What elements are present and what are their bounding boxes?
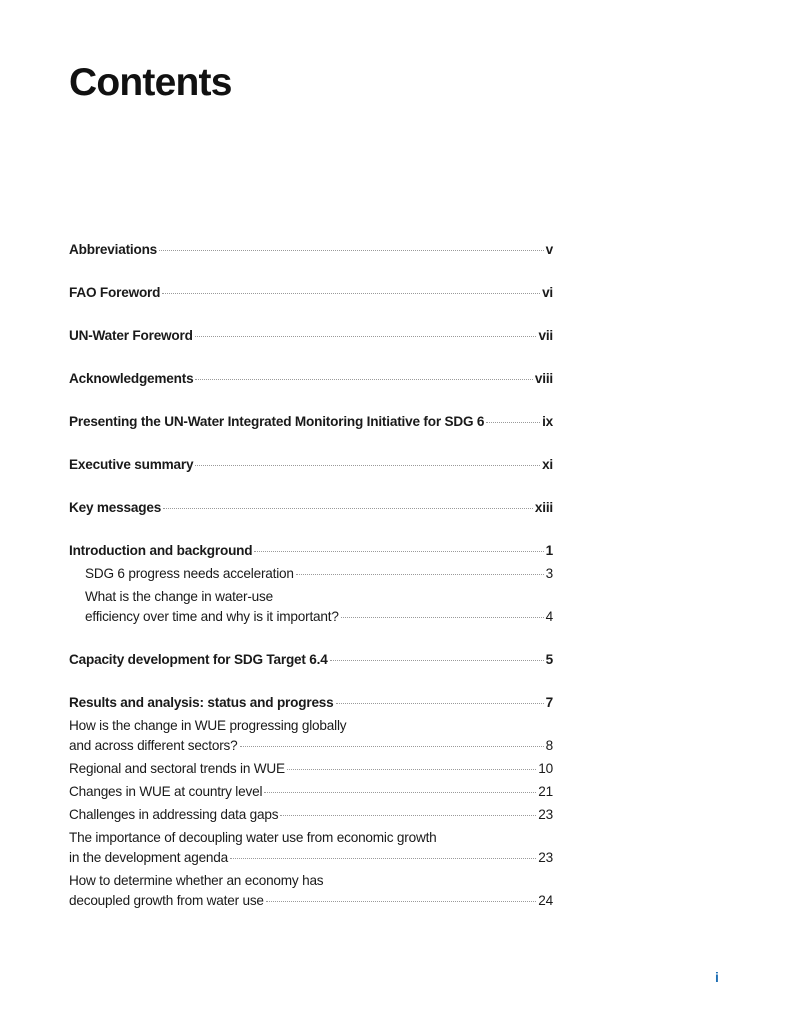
toc-label: Challenges in addressing data gaps xyxy=(69,807,279,822)
dot-leader xyxy=(280,814,536,816)
dot-leader xyxy=(195,335,537,337)
dot-leader xyxy=(162,292,540,294)
toc-label-line-2: decoupled growth from water use xyxy=(69,893,264,908)
toc-label-line-2: and across different sectors? xyxy=(69,738,238,753)
toc-page-number: xi xyxy=(542,457,553,472)
toc-entry-key-messages[interactable] xyxy=(69,498,553,518)
toc-label: Changes in WUE at country level xyxy=(69,784,263,799)
toc-entry-sdg6-progress[interactable] xyxy=(69,564,553,584)
toc-label: Introduction and background xyxy=(69,543,253,558)
footer-page-number: i xyxy=(715,969,719,985)
toc-label: Abbreviations xyxy=(69,242,158,257)
toc-label-line-2: efficiency over time and why is it important? xyxy=(85,609,339,624)
toc-page-number: 8 xyxy=(545,738,553,753)
toc-page-number: v xyxy=(545,242,553,257)
toc-entry-abbreviations[interactable] xyxy=(69,240,553,260)
toc-page-number: 23 xyxy=(538,807,553,822)
toc-page-number: 21 xyxy=(538,784,553,799)
toc-label: Capacity development for SDG Target 6.4 xyxy=(69,652,328,667)
toc-page-number: 23 xyxy=(538,850,553,865)
dot-leader xyxy=(230,857,536,859)
page-title: Contents xyxy=(69,61,232,104)
dot-leader xyxy=(296,573,544,575)
toc-entry-results-analysis[interactable] xyxy=(69,693,553,713)
dot-leader xyxy=(159,249,544,251)
toc-entry-country-level[interactable] xyxy=(69,782,553,802)
toc-label: Executive summary xyxy=(69,457,194,472)
dot-leader xyxy=(254,550,543,552)
toc-entry-capacity-development[interactable] xyxy=(69,650,553,670)
toc-entry-data-gaps[interactable] xyxy=(69,805,553,825)
toc-entry-executive-summary[interactable] xyxy=(69,455,553,475)
dot-leader xyxy=(486,421,540,423)
toc-page-number: 4 xyxy=(545,609,553,624)
toc-label-line-1: How to determine whether an economy has xyxy=(69,873,324,888)
toc-page-number: vi xyxy=(542,285,553,300)
toc-page-number: 3 xyxy=(545,566,553,581)
toc-entry-wue-global[interactable] xyxy=(69,716,553,756)
toc-page-number: ix xyxy=(542,414,553,429)
toc-label-line-2: in the development agenda xyxy=(69,850,229,865)
toc-label-line-1: What is the change in water-use xyxy=(85,589,273,604)
dot-leader xyxy=(266,900,536,902)
dot-leader xyxy=(240,745,544,747)
toc-entry-wue-change[interactable] xyxy=(69,587,553,627)
toc-entry-un-water-foreword[interactable] xyxy=(69,326,553,346)
toc-entry-regional-trends[interactable] xyxy=(69,759,553,779)
toc-label: SDG 6 progress needs acceleration xyxy=(85,566,294,581)
toc-label: Results and analysis: status and progress xyxy=(69,695,334,710)
toc-page-number: xiii xyxy=(534,500,553,515)
toc-page-number: 7 xyxy=(545,695,553,710)
toc-page-number: 1 xyxy=(545,543,553,558)
dot-leader xyxy=(330,659,544,661)
toc-label: UN-Water Foreword xyxy=(69,328,193,343)
toc-entry-presenting-imi[interactable] xyxy=(69,412,553,432)
toc-label: Presenting the UN-Water Integrated Monitoring Initiative for SDG 6 xyxy=(69,414,485,429)
dot-leader xyxy=(195,378,532,380)
dot-leader xyxy=(287,768,536,770)
toc-entry-decoupling-importance[interactable] xyxy=(69,828,553,868)
toc-label: Regional and sectoral trends in WUE xyxy=(69,761,285,776)
toc-label: FAO Foreword xyxy=(69,285,161,300)
toc-label: Key messages xyxy=(69,500,162,515)
toc-entry-acknowledgements[interactable] xyxy=(69,369,553,389)
dot-leader xyxy=(163,507,533,509)
toc-label-line-1: The importance of decoupling water use from economic growth xyxy=(69,830,437,845)
toc-page-number: viii xyxy=(534,371,553,386)
toc-page-number: 10 xyxy=(538,761,553,776)
table-of-contents xyxy=(69,240,553,911)
toc-page-number: vii xyxy=(538,328,553,343)
toc-entry-introduction[interactable] xyxy=(69,541,553,561)
dot-leader xyxy=(264,791,536,793)
toc-label-line-1: How is the change in WUE progressing globally xyxy=(69,718,347,733)
dot-leader xyxy=(341,616,544,618)
toc-page-number: 24 xyxy=(538,893,553,908)
toc-entry-fao-foreword[interactable] xyxy=(69,283,553,303)
toc-label: Acknowledgements xyxy=(69,371,194,386)
dot-leader xyxy=(336,702,544,704)
dot-leader xyxy=(195,464,540,466)
toc-entry-decoupling-determine[interactable] xyxy=(69,871,553,911)
toc-page-number: 5 xyxy=(545,652,553,667)
